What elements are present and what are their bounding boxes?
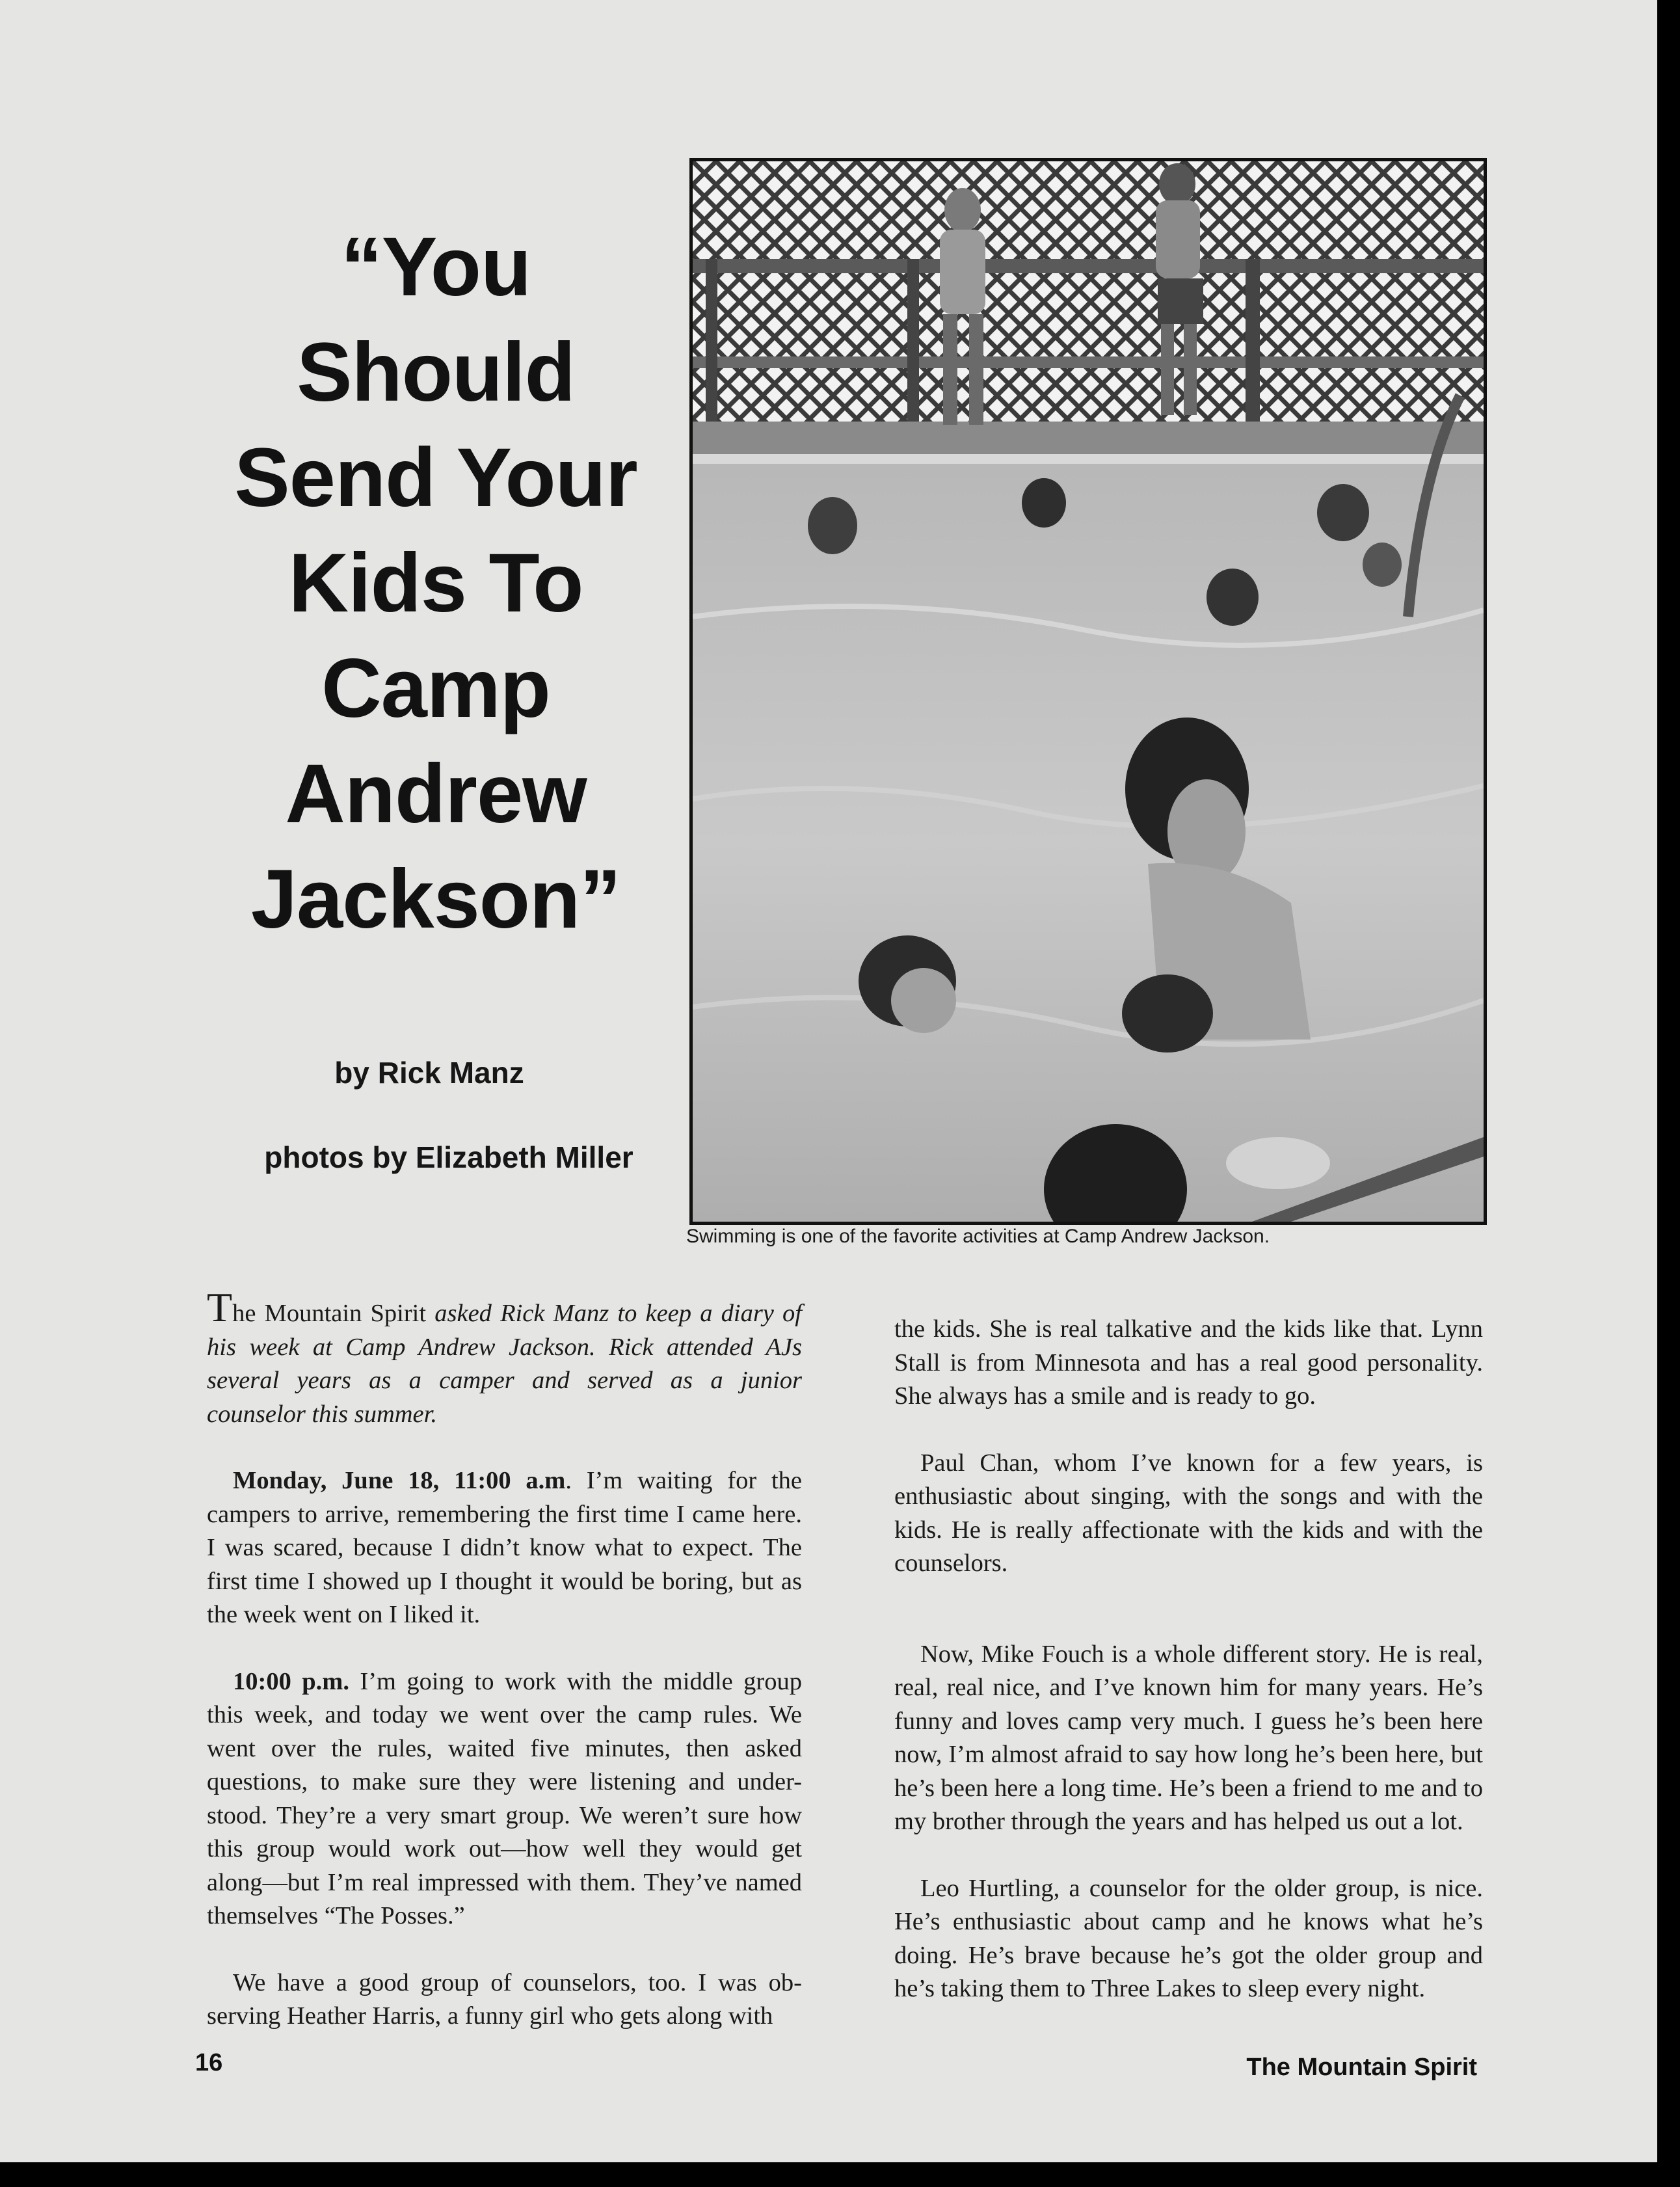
article-column-left <box>207 1284 803 2067</box>
page-number: 16 <box>195 2049 223 2076</box>
body-paragraph: Paul Chan, whom I’ve known for a few years, is enthusiastic about singing, with the songs and with the kids. He is really affectionate with the kids and with the counselors. <box>894 1449 1483 1577</box>
headline-line: Should <box>297 326 575 419</box>
headline-line: “You <box>340 221 531 314</box>
entry-timestamp: 10:00 p.m. <box>233 1667 349 1695</box>
body-paragraph: We have a good group of counselors, too. I was ob-serving Heather Harris, a funny girl who gets along with <box>207 1968 802 2030</box>
photo-caption: Swimming is one of the favorite activities at Camp Andrew Jackson. <box>686 1226 1270 1247</box>
body-paragraph: Leo Hurtling, a counselor for the older group, is nice. He’s enthusiastic about camp and he knows what he’s doing. He’s brave because he’s got the older group and he’s taking them to Three Lakes to sleep every night. <box>894 1874 1483 2002</box>
drop-cap: T <box>207 1284 233 1330</box>
publication-footer: The Mountain Spirit <box>1246 2054 1477 2081</box>
headline-line: Jackson” <box>250 853 621 946</box>
author-byline: by Rick Manz <box>334 1056 524 1090</box>
body-paragraph: the kids. She is real talkative and the kids like that. Lynn Stall is from Minnesota and has a real good personality. She always has a smile and is ready to go. <box>894 1315 1483 1410</box>
entry-text: . I’m waiting for the campers to arrive, remembering the first time I came here. I was scared, because I didn’t know what to expect. The first time I showed up I thought it would be boring, but as the week went on I liked it. <box>207 1467 802 1628</box>
headline-line: Andrew <box>285 747 587 840</box>
headline-line: Kids To <box>288 537 583 630</box>
headline-line: Send Your <box>234 431 637 524</box>
diary-entry <box>207 1464 802 1632</box>
entry-text: I’m going to work with the middle group this week, and today we went over the camp rules. We went over the rules, waited five minutes, then asked questions, to make sure they were listening and under-stood. They’re a very smart group. We weren’t sure how this group would work out—how well they would get along—but I’m real impressed with them. They’ve named themselves “The Posses.” <box>207 1667 802 1929</box>
photo-illustration <box>693 161 1484 1222</box>
article-headline <box>182 215 689 952</box>
photo-credit: photos by Elizabeth Miller <box>264 1140 633 1174</box>
headline-line: Camp <box>321 642 550 735</box>
intro-paragraph <box>207 1284 803 1431</box>
intro-text: asked Rick Manz to keep a diary of his week at Camp Andrew Jackson. Rick attended AJs several years as a camper and served as a junior counselor this summer. <box>207 1300 803 1428</box>
publication-name: he Mountain Spirit <box>232 1300 427 1327</box>
body-paragraph: Now, Mike Fouch is a whole different story. He is real, real, real nice, and I’ve known him for many years. He’s funny and loves camp very much. I guess he’s been here now, I’m almost afraid to say how long he’s been here, but he’s been here a long time. He’s been a friend to me and to my brother through the years and has helped us out a lot. <box>894 1640 1483 1835</box>
entry-timestamp: Monday, June 18, 11:00 a.m <box>233 1467 566 1494</box>
swimming-pool-photo <box>689 158 1487 1225</box>
diary-entry <box>207 1665 802 1933</box>
article-column-right <box>894 1313 1483 2039</box>
